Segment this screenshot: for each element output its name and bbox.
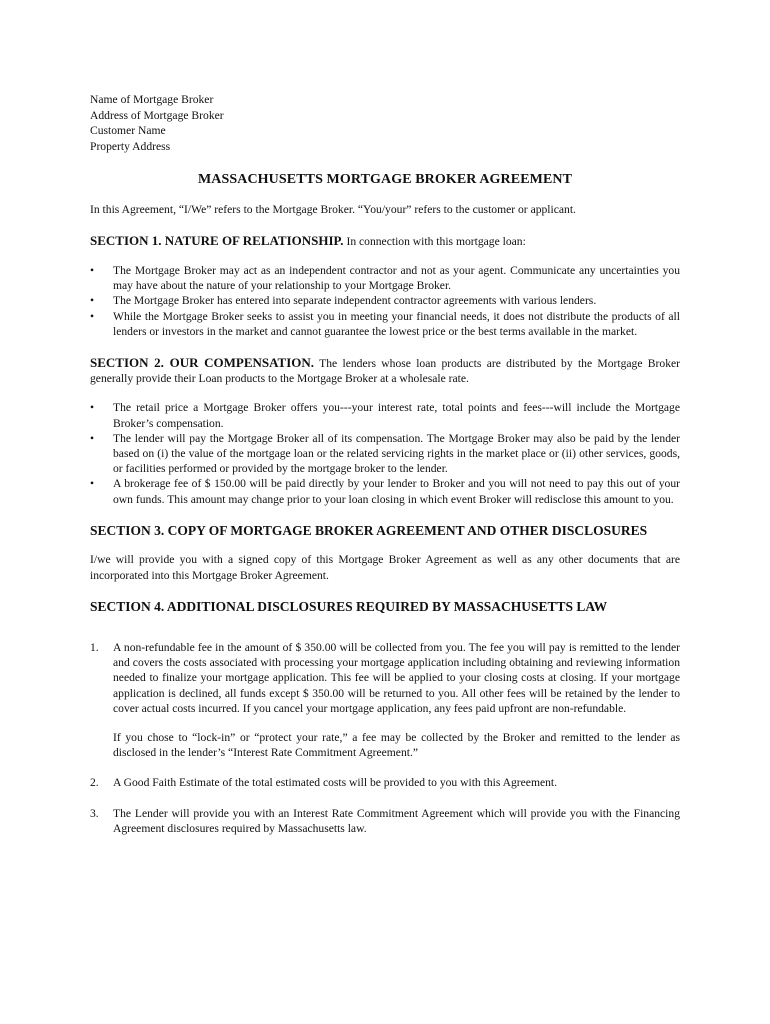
section-4-heading: SECTION 4. ADDITIONAL DISCLOSURES REQUIRED BY MASSACHUSETTS LAW (90, 598, 608, 614)
bullet-text: The Mortgage Broker has entered into separate independent contractor agreements with various lenders. (113, 294, 597, 308)
address-block (90, 92, 680, 154)
bullet-icon: • (90, 294, 95, 308)
bullet-icon: • (90, 309, 95, 323)
item-number: 1. (90, 640, 99, 654)
section-3-heading: SECTION 3. COPY OF MORTGAGE BROKER AGREEMENT AND OTHER DISCLOSURES (90, 522, 648, 538)
list-item (90, 476, 680, 506)
bullet-text: The retail price a Mortgage Broker offers you---your interest rate, total points and fees---will include the Mortgage Broker’s compensation. (113, 401, 680, 430)
customer-name: Customer Name (90, 124, 166, 138)
list-item (90, 309, 680, 339)
list-item (90, 263, 680, 293)
section-3-body: I/we will provide you with a signed copy of this Mortgage Broker Agreement as well as any other documents that are incorporated into this Mortgage Broker Agreement. (90, 553, 680, 582)
section-2-lead: The lenders whose loan products are distributed by the Mortgage Broker generally provide their Loan products to the Mortgage Broker at a wholesale rate. (90, 357, 680, 386)
bullet-icon: • (90, 431, 95, 445)
bullet-icon: • (90, 477, 95, 491)
list-item (90, 400, 680, 430)
section-2-heading: SECTION 2. OUR COMPENSATION. (90, 355, 315, 370)
bullet-icon: • (90, 401, 95, 415)
bullet-icon: • (90, 263, 95, 277)
section-1-bullets (90, 263, 680, 339)
list-item (90, 293, 680, 308)
list-item (90, 431, 680, 477)
bullet-text: The lender will pay the Mortgage Broker all of its compensation. The Mortgage Broker may also be paid by the lender based on (i) the value of the mortgage loan or the related servicing rights in the market place or (ii) other services, goods, or facilities performed or provided by the mortgage broker to the lender. (113, 431, 680, 476)
document-title: MASSACHUSETTS MORTGAGE BROKER AGREEMENT (197, 172, 573, 188)
item-text: A Good Faith Estimate of the total estimated costs will be provided to you with this Agreement. (113, 776, 558, 790)
bullet-text: While the Mortgage Broker seeks to assist you in meeting your financial needs, it does not distribute the products of all lenders or investors in the market and cannot guarantee the lowest price or the best terms available in the market. (113, 309, 680, 338)
item-number: 2. (90, 776, 99, 790)
section-2-bullets (90, 400, 680, 506)
broker-address: Address of Mortgage Broker (90, 108, 224, 122)
section-1-lead: In connection with this mortgage loan: (346, 234, 526, 248)
section-1-heading: SECTION 1. NATURE OF RELATIONSHIP. (90, 232, 344, 248)
broker-name: Name of Mortgage Broker (90, 93, 214, 106)
list-item (90, 775, 680, 790)
list-item (90, 806, 680, 836)
property-address: Property Address (90, 139, 171, 153)
document-page (90, 92, 680, 836)
item-extra-text: If you chose to “lock-in” or “protect your rate,” a fee may be collected by the Broker and remitted to the lender as disclosed in the lender’s “Interest Rate Commitment Agreement.” (113, 730, 680, 760)
section-1 (90, 233, 680, 249)
list-item (90, 640, 680, 760)
item-number: 3. (90, 806, 99, 820)
bullet-text: The Mortgage Broker may act as an independent contractor and not as your agent. Communicate any uncertainties you may have about the nature of your relationship to your Mortgage Broker. (113, 263, 680, 293)
intro-paragraph: In this Agreement, “I/We” refers to the Mortgage Broker. “You/your” refers to the customer or applicant. (90, 202, 576, 216)
item-text: A non-refundable fee in the amount of $ 350.00 will be collected from you. The fee you will pay is remitted to the lender and covers the costs associated with processing your mortgage application including obtaining and reviewing information needed to finalize your mortgage application. This fee will be applied to your closing costs at closing. If your mortgage application is declined, all funds except $ 350.00 will be returned to you. All other fees will be retained by the lender to cover actual costs incurred. If you cancel your mortgage application, any fees paid upfront are non-refundable. (113, 640, 680, 715)
section-4-items (90, 640, 680, 836)
item-text: The Lender will provide you with an Interest Rate Commitment Agreement which will provide you with the Financing Agreement disclosures required by Massachusetts law. (113, 806, 680, 835)
section-2 (90, 355, 680, 386)
bullet-text: A brokerage fee of $ 150.00 will be paid directly by your lender to Broker and you will not need to pay this out of your own funds. This amount may change prior to your loan closing in which event Broker will redisclose this amount to you. (113, 477, 680, 506)
